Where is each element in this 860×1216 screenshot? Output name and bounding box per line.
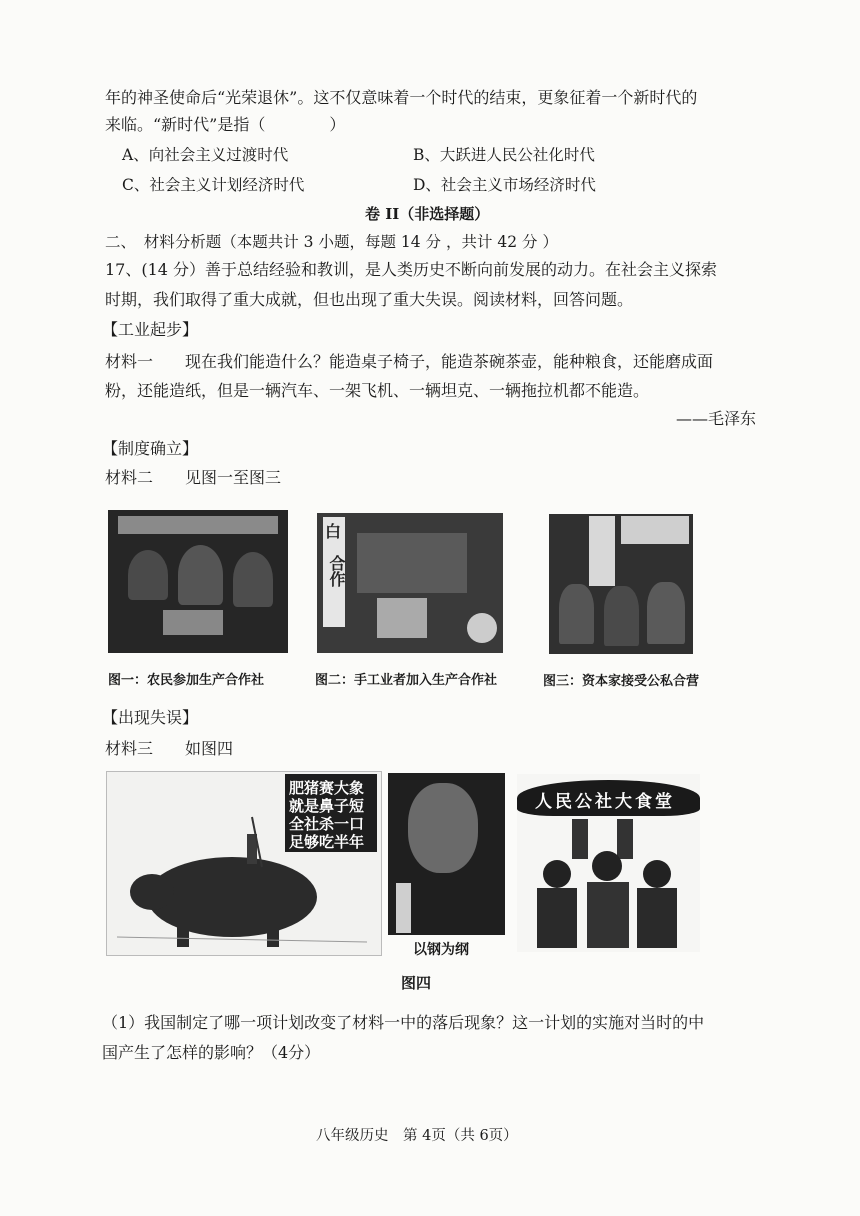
poster-text-line-1: 肥猪赛大象: [289, 779, 365, 797]
figure1-photo: [108, 510, 288, 653]
sub-question-1-line-2: 国产生了怎样的影响？（4分）: [102, 1043, 321, 1062]
part1-title: 【工业起步】: [102, 320, 199, 339]
material1-line-2: 粉，还能造纸，但是一辆汽车、一架飞机、一辆坦克、一辆拖拉机都不能造。: [105, 381, 650, 400]
section-title: 卷 II（非选择题）: [365, 205, 490, 223]
q17-intro-1: 17、(14 分）善于总结经验和教训，是人类历史不断向前发展的动力。在社会主义探索: [105, 260, 718, 279]
canteen-poster: [517, 774, 700, 952]
part2-title: 【制度确立】: [102, 439, 199, 458]
poster-text-line-4: 足够吃半年: [289, 833, 365, 851]
material1-line-1: 材料一 现在我们能造什么？能造桌子椅子，能造茶碗茶壶，能种粮食，还能磨成面: [105, 352, 714, 371]
material3-line: 材料三 如图四: [105, 739, 234, 758]
page-footer: 八年级历史 第 4页（共 6页）: [316, 1128, 518, 1144]
material2-line: 材料二 见图一至图三: [105, 468, 282, 487]
figure1-caption: 图一：农民参加生产合作社: [108, 673, 265, 688]
q17-intro-2: 时期，我们取得了重大成就，但也出现了重大失误。阅读材料，回答问题。: [105, 290, 634, 309]
steel-poster: [388, 773, 505, 935]
figure4-caption: 图四: [401, 974, 432, 992]
canteen-title: 人民公社大食堂: [535, 792, 675, 812]
q16-line-1: 年的神圣使命后“光荣退休”。这不仅意味着一个时代的结束，更象征着一个新时代的: [105, 88, 698, 107]
figure2-sign: 合作: [327, 555, 346, 587]
figure2-photo: [317, 513, 503, 653]
section-heading: 二、 材料分析题（本题共计 3 小题，每题 14 分 ，共计 42 分 ）: [105, 233, 558, 251]
figure3-photo: [549, 514, 693, 654]
figure3-caption: 图三：资本家接受公私合营: [543, 674, 700, 689]
figure2-caption: 图二：手工业者加入生产合作社: [315, 673, 498, 688]
steel-poster-caption: 以钢为纲: [413, 942, 469, 958]
poster-text-line-2: 就是鼻子短: [289, 797, 365, 815]
q16-option-b: B、大跃进人民公社化时代: [413, 146, 595, 164]
q16-line-2: 来临。“新时代”是指（ ）: [105, 115, 346, 134]
pig-poster: [106, 771, 382, 956]
q16-option-c: C、社会主义计划经济时代: [122, 176, 305, 194]
figure2-sign-char: 白: [325, 522, 342, 541]
q16-option-d: D、社会主义市场经济时代: [413, 176, 596, 194]
sub-question-1-line-1: （1）我国制定了哪一项计划改变了材料一中的落后现象？这一计划的实施对当时的中: [102, 1013, 705, 1032]
poster-text-box: [285, 774, 377, 852]
material1-source: ——毛泽东: [676, 409, 757, 428]
part3-title: 【出现失误】: [102, 708, 199, 727]
poster-text-line-3: 全社杀一口: [289, 815, 365, 833]
canteen-figures: [517, 774, 700, 952]
q16-option-a: A、向社会主义过渡时代: [122, 146, 289, 164]
